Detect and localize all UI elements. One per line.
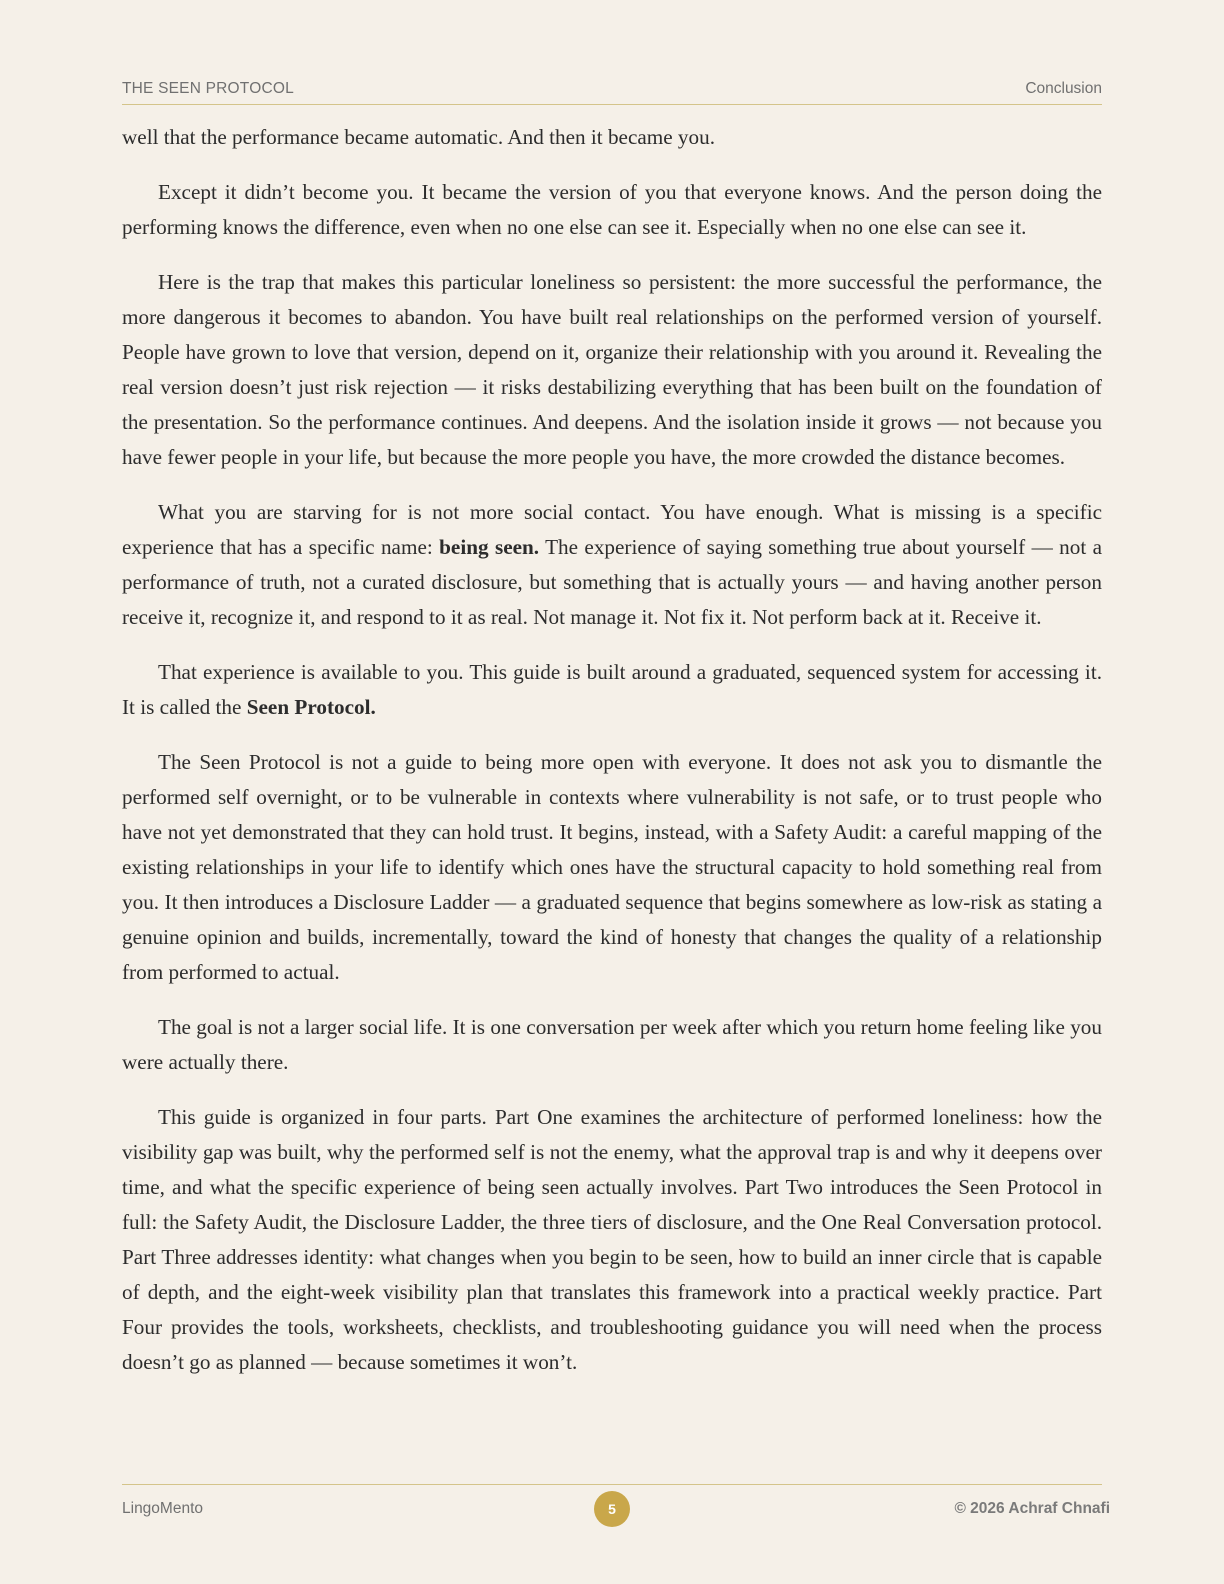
paragraph-5-emphasis: Seen Protocol.	[246, 695, 376, 719]
running-title: THE SEEN PROTOCOL	[122, 80, 294, 97]
paragraph-3: Here is the trap that makes this particular loneliness so persistent: the more successful the performance, the more dangerous it becomes to abandon. You have built real relationships on the performed version of yourself. People have grown to love that version, depend on it, organize their relationship with you around it. Revealing the real version doesn’t just risk rejection — it risks destabilizing everything that has been built on the foundation of the presentation. So the performance continues. And deepens. And the isolation inside it grows — not because you have fewer people in your life, but because the more people you have, the more crowded the distance becomes.	[122, 270, 1102, 469]
paragraph-2: Except it didn’t become you. It became the version of you that everyone knows. And the person doing the performing knows the difference, even when no one else can see it. Especially when no one else can see it.	[122, 180, 1102, 239]
paragraph-5	[122, 655, 1102, 725]
section-name: Conclusion	[1025, 80, 1102, 97]
page-footer	[122, 1484, 1110, 1525]
paragraph-4-emphasis: being seen.	[439, 535, 540, 559]
paragraph-8: This guide is organized in four parts. Part One examines the architecture of performed loneliness: how the visibility gap was built, why the performed self is not the enemy, what the approval trap is and why it deepens over time, and what the specific experience of being seen actually involves. Part Two introduces the Seen Protocol in full: the Safety Audit, the Disclosure Ladder, the three tiers of disclosure, and the One Real Conversation protocol. Part Three addresses identity: what changes when you begin to be seen, how to build an inner circle that is capable of depth, and the eight-week visibility plan that translates this framework into a practical weekly practice. Part Four provides the tools, worksheets, checklists, and troubleshooting guidance you will need when the process doesn’t go as planned — because sometimes it won’t.	[122, 1105, 1102, 1374]
page-header	[122, 78, 1102, 105]
page-number-badge: 5	[594, 1491, 630, 1527]
footer-brand: LingoMento	[122, 1500, 204, 1517]
paragraph-4	[122, 495, 1102, 635]
paragraph-1: well that the performance became automatic. And then it became you.	[122, 125, 716, 149]
footer-copyright: © 2026 Achraf Chnafi	[954, 1500, 1110, 1517]
paragraph-4-text-b: The experience of saying something true about yourself — not a performance of truth, not a curated disclosure, but something that is actually yours — and having another person receive it, recognize it, and respond to it as real. Not manage it. Not fix it. Not perform back at it. Receive it.	[122, 535, 1102, 629]
paragraph-7: The goal is not a larger social life. It is one conversation per week after which you return home feeling like you were actually there.	[122, 1015, 1102, 1074]
paragraph-5-text: That experience is available to you. This guide is built around a graduated, sequenced system for accessing it. It is called the	[122, 660, 1102, 719]
paragraph-6: The Seen Protocol is not a guide to being more open with everyone. It does not ask you to dismantle the performed self overnight, or to be vulnerable in contexts where vulnerability is not safe, or to trust people who have not yet demonstrated that they can hold trust. It begins, instead, with a Safety Audit: a careful mapping of the existing relationships in your life to identify which ones have the structural capacity to hold something real from you. It then introduces a Disclosure Ladder — a graduated sequence that begins somewhere as low-risk as stating a genuine opinion and builds, incrementally, toward the kind of honesty that changes the quality of a relationship from performed to actual.	[122, 750, 1102, 984]
body-text	[122, 120, 1102, 1400]
paragraph-4-text-a: What you are starving for is not more social contact. You have enough. What is missing is a specific experience that has a specific name:	[122, 500, 1102, 559]
